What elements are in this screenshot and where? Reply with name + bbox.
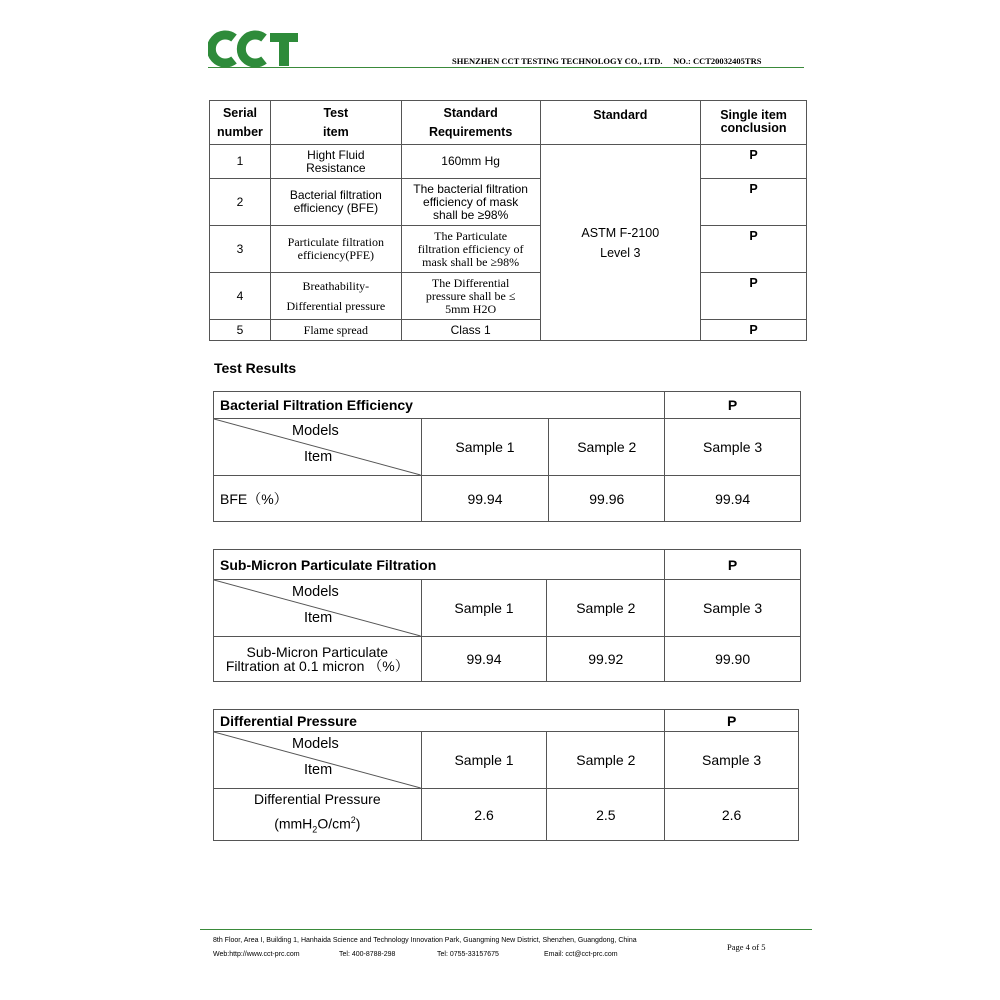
- value-cell: 99.94: [421, 637, 547, 682]
- standard-value: ASTM F-2100 Level 3: [540, 145, 701, 341]
- cct-logo: [208, 30, 300, 68]
- item-label: Item: [304, 610, 333, 626]
- value-cell: 2.5: [547, 789, 665, 841]
- footer-address: 8th Floor, Area I, Building 1, Hanhaida Science and Technology Innovation Park, Guangming New District, Shenzhen, Guangdong, China: [213, 937, 637, 944]
- test-item: Flame spread: [270, 320, 401, 341]
- test-item: Particulate filtration efficiency(PFE): [270, 226, 401, 273]
- header-divider: [208, 67, 804, 68]
- row-number: 3: [210, 226, 271, 273]
- row-label: Sub-Micron Particulate Filtration at 0.1 micron （%）: [214, 637, 422, 682]
- table-title: Sub-Micron Particulate Filtration: [214, 550, 665, 580]
- result-badge: P: [701, 145, 807, 179]
- value-cell: 2.6: [665, 789, 799, 841]
- footer-divider: [200, 929, 812, 930]
- row-label: BFE（%）: [214, 476, 422, 522]
- conclusion-header: Single item conclusion: [701, 101, 807, 145]
- sample-header: Sample 2: [547, 732, 665, 789]
- particulate-results-table: [213, 549, 801, 682]
- bfe-results-table: [213, 391, 801, 522]
- value-cell: 99.96: [549, 476, 665, 522]
- value-cell: 99.94: [665, 476, 801, 522]
- value-cell: 99.92: [547, 637, 665, 682]
- table-conclusion: P: [665, 710, 799, 732]
- test-item: Breathability- Differential pressure: [270, 273, 401, 320]
- requirement: The bacterial filtration efficiency of mask shall be ≥98%: [401, 179, 540, 226]
- standard-header: Standard: [540, 101, 701, 145]
- summary-header-row: [210, 101, 807, 145]
- row-number: 1: [210, 145, 271, 179]
- company-name: SHENZHEN CCT TESTING TECHNOLOGY CO., LTD.: [452, 56, 663, 66]
- summary-row: [210, 145, 807, 179]
- footer-email[interactable]: Email: cct@cct-prc.com: [544, 951, 618, 958]
- item-label: Item: [304, 449, 333, 465]
- footer-tel-1: Tel: 400-8788-298: [339, 951, 396, 958]
- page-number: Page 4 of 5: [727, 942, 766, 952]
- row-number: 4: [210, 273, 271, 320]
- table-title: Bacterial Filtration Efficiency: [214, 392, 665, 419]
- summary-table: [209, 100, 807, 341]
- diagonal-header-cell: [214, 419, 422, 476]
- sample-header: Sample 1: [421, 732, 547, 789]
- test-results-heading: Test Results: [214, 360, 297, 376]
- summary-row: [210, 320, 807, 341]
- models-label: Models: [292, 423, 339, 439]
- requirement: The Particulate filtration efficiency of mask shall be ≥98%: [401, 226, 540, 273]
- sample-header: Sample 3: [665, 419, 801, 476]
- header-company-line: [452, 56, 761, 66]
- summary-row: [210, 226, 807, 273]
- pressure-results-table: [213, 709, 799, 841]
- value-cell: 99.94: [421, 476, 549, 522]
- result-badge: P: [701, 273, 807, 320]
- sample-header: Sample 1: [421, 419, 549, 476]
- models-label: Models: [292, 584, 339, 600]
- table-conclusion: P: [665, 550, 801, 580]
- table-conclusion: P: [665, 392, 801, 419]
- summary-row: [210, 179, 807, 226]
- requirement: 160mm Hg: [401, 145, 540, 179]
- sample-header: Sample 1: [421, 580, 547, 637]
- sample-header: Sample 3: [665, 580, 801, 637]
- sample-header: Sample 2: [549, 419, 665, 476]
- result-badge: P: [701, 226, 807, 273]
- table-title: Differential Pressure: [214, 710, 665, 732]
- requirement: Class 1: [401, 320, 540, 341]
- diagonal-header-cell: [214, 732, 422, 789]
- models-label: Models: [292, 736, 339, 752]
- result-badge: P: [701, 320, 807, 341]
- sample-header: Sample 3: [665, 732, 799, 789]
- footer-tel-2: Tel: 0755-33157675: [437, 951, 499, 958]
- requirement: The Differential pressure shall be ≤ 5mm H2O: [401, 273, 540, 320]
- sample-header: Sample 2: [547, 580, 665, 637]
- summary-row: [210, 273, 807, 320]
- value-cell: 2.6: [421, 789, 547, 841]
- value-cell: 99.90: [665, 637, 801, 682]
- report-number: NO.: CCT20032405TRS: [673, 56, 762, 66]
- footer-web[interactable]: Web:http://www.cct-prc.com: [213, 951, 300, 958]
- row-number: 5: [210, 320, 271, 341]
- item-label: Item: [304, 762, 333, 778]
- row-number: 2: [210, 179, 271, 226]
- test-item-header: Test item: [270, 101, 401, 145]
- requirements-header: Standard Requirements: [401, 101, 540, 145]
- serial-header: Serial number: [210, 101, 271, 145]
- result-badge: P: [701, 179, 807, 226]
- row-label: Differential Pressure $(mmH_2O/cm^2)$: [214, 789, 422, 841]
- test-item: Hight Fluid Resistance: [270, 145, 401, 179]
- diagonal-header-cell: [214, 580, 422, 637]
- test-item: Bacterial filtration efficiency (BFE): [270, 179, 401, 226]
